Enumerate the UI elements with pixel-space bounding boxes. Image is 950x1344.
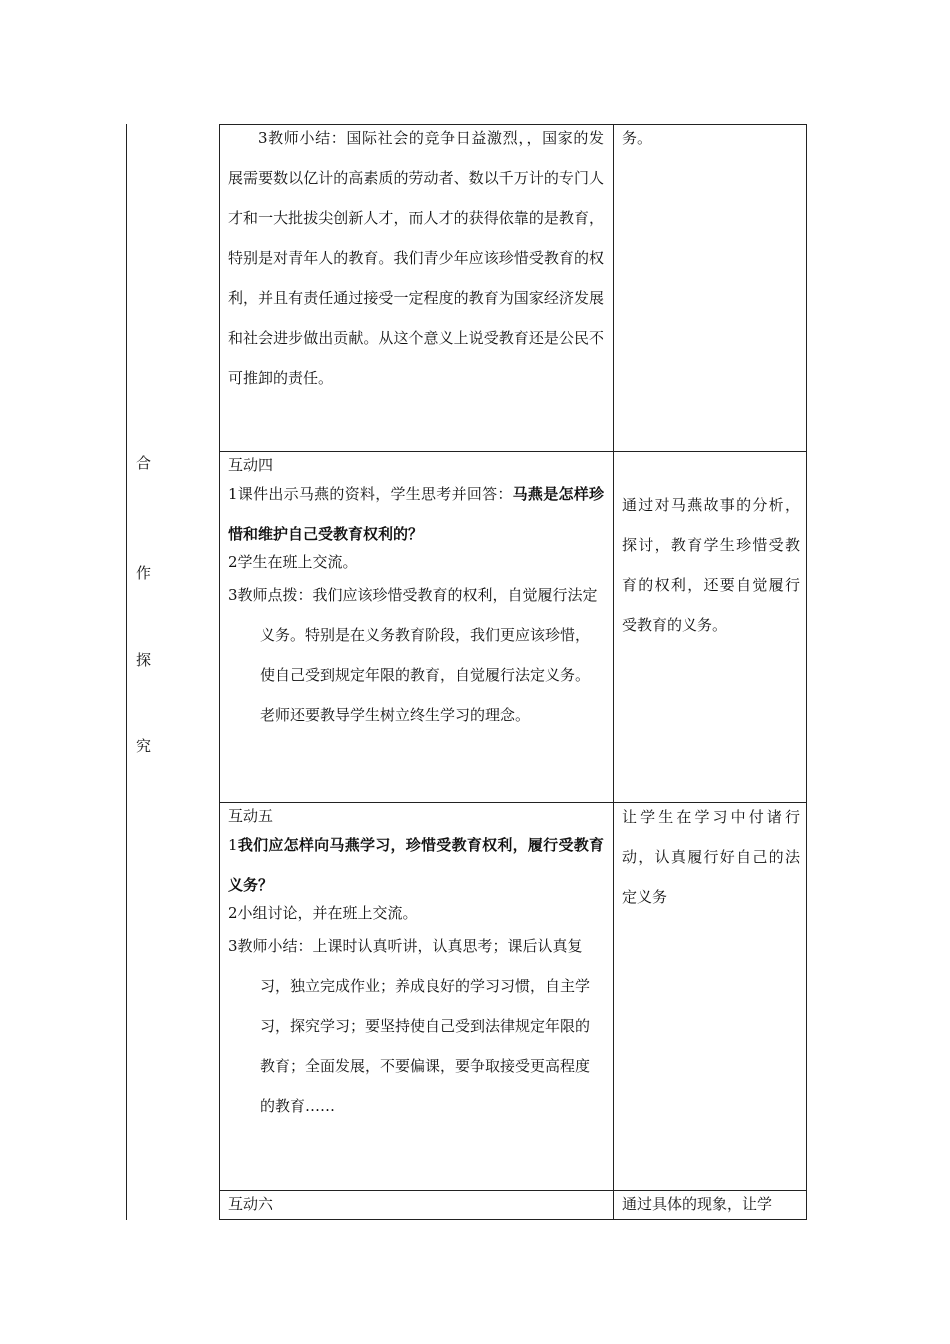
row3-main-cell (228, 806, 604, 1126)
table-left-border (126, 124, 127, 1220)
left-column-char-4: 究 (136, 737, 152, 755)
row2-item-1-question: 马燕是怎样珍惜和维护自己受教育权利的？ (228, 485, 604, 543)
row-divider-3 (219, 1190, 807, 1191)
row3-side-cell (622, 797, 800, 917)
row3-side-text: 让学生在学习中付诸行动，认真履行好自己的法定义务 (622, 808, 800, 906)
row2-item-1 (228, 474, 604, 554)
row2-main-cell (228, 455, 604, 735)
row2-side-cell (622, 485, 800, 645)
row2-item-3: 3教师点拨：我们应该珍惜受教育的权利，自觉履行法定义务。特别是在义务教育阶段，我们更应该珍惜，使自己受到规定年限的教育，自觉履行法定义务。老师还要教导学生树立终生学习的理念。 (228, 586, 598, 724)
row2-title: 互动四 (228, 456, 274, 474)
row1-side-cell (622, 118, 800, 158)
row3-item-1-question: 我们应怎样向马燕学习，珍惜受教育权利，履行受教育义务？ (228, 836, 604, 894)
row3-title: 互动五 (228, 807, 274, 825)
table-side-border (613, 124, 614, 1220)
row2-item-2: 2学生在班上交流。 (228, 553, 358, 571)
row3-item-1-prefix: 1 (228, 836, 238, 854)
table-bottom-border (219, 1219, 807, 1220)
row-divider-1 (219, 451, 807, 452)
left-column-char-1: 合 (136, 454, 152, 472)
row3-item-3: 3教师小结：上课时认真听讲，认真思考；课后认真复习，独立完成作业；养成良好的学习习惯，自主学习，探究学习；要坚持使自己受到法律规定年限的教育；全面发展，不要偏课，要争取接受更高程度的教育…… (228, 937, 591, 1115)
table-right-border (806, 124, 807, 1220)
row3-item-2: 2小组讨论，并在班上交流。 (228, 904, 418, 922)
row1-side-text: 务。 (622, 129, 653, 147)
row3-item-1 (228, 825, 604, 905)
left-column-char-3: 探 (136, 651, 152, 669)
row4-title: 互动六 (228, 1195, 274, 1213)
row2-item-1-prefix: 1课件出示马燕的资料，学生思考并回答： (228, 485, 513, 503)
row1-summary-paragraph: 3教师小结：国际社会的竞争日益激烈，，国家的发展需要数以亿计的高素质的劳动者、数以千万计的专门人才和一大批拔尖创新人才，而人才的获得依靠的是教育，特别是对青年人的教育。我们青少年应该珍惜受教育的权利，并且有责任通过接受一定程度的教育为国家经济发展和社会进步做出贡献。从这个意义上说受教育还是公民不可推卸的责任。 (228, 129, 604, 387)
table-main-border (219, 124, 220, 1220)
row1-main-cell (228, 118, 604, 398)
left-column-char-2: 作 (136, 564, 152, 582)
row4-side-cell (622, 1194, 800, 1216)
row4-side-text: 通过具体的现象，让学 (622, 1195, 773, 1213)
row4-main-cell (228, 1194, 604, 1216)
row2-side-text: 通过对马燕故事的分析，探讨，教育学生珍惜受教育的权利，还要自觉履行受教育的义务。 (622, 496, 800, 634)
